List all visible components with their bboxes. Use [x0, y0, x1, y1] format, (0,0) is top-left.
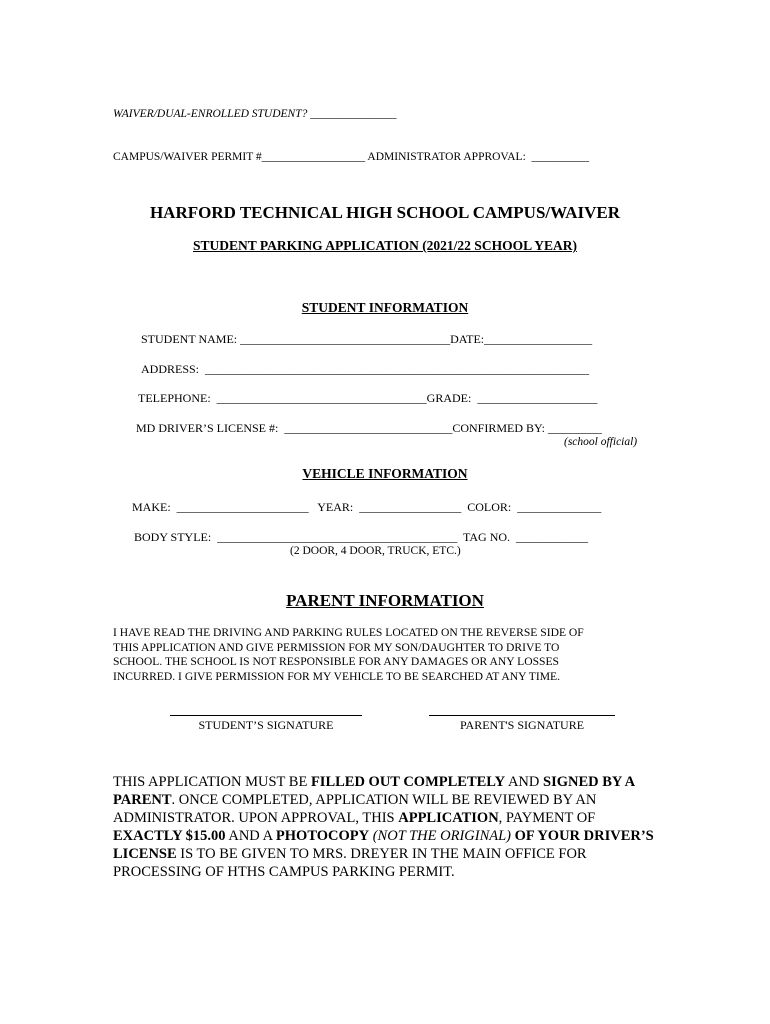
student-signature-rule[interactable]	[170, 715, 362, 716]
parent-permission-statement	[113, 626, 584, 684]
student-signature-label: STUDENT’S SIGNATURE	[198, 718, 334, 732]
parent-signature-field[interactable]	[429, 715, 615, 733]
statement-line: INCURRED. I GIVE PERMISSION FOR MY VEHICLE TO BE SEARCHED AT ANY TIME.	[113, 669, 561, 683]
telephone-line[interactable]: TELEPHONE: ___________________________________GRADE: ____________________	[138, 391, 598, 405]
body-style-hint: (2 DOOR, 4 DOOR, TRUCK, ETC.)	[290, 545, 461, 557]
student-info-heading: STUDENT INFORMATION	[301, 300, 469, 315]
statement-line: THIS APPLICATION AND GIVE PERMISSION FOR MY SON/DAUGHTER TO DRIVE TO	[113, 640, 560, 654]
parent-signature-label: PARENT'S SIGNATURE	[459, 718, 585, 732]
drivers-license-line[interactable]: MD DRIVER’S LICENSE #: ____________________________CONFIRMED BY: _________	[136, 421, 602, 435]
parent-info-heading: PARENT INFORMATION	[286, 591, 484, 610]
submission-instructions: THIS APPLICATION MUST BE FILLED OUT COMPLETELY AND SIGNED BY A PARENT. ONCE COMPLETED, APPLICATION WILL BE REVIEWED BY AN ADMINISTRATOR. UPON APPROVAL, THIS APPLICATION, PAYMENT OF EXACTLY $15.00 AND A PHOTOCOPY (NOT THE ORIGINAL) OF YOUR DRIVER’S LICENSE IS TO BE GIVEN TO MRS. DREYER IN THE MAIN OFFICE FOR PROCESSING OF HTHS CAMPUS PARKING PERMIT.	[113, 774, 654, 880]
make-year-color-line[interactable]: MAKE: ______________________ YEAR: _________________ COLOR: ______________	[132, 500, 602, 514]
body-style-tag-line[interactable]: BODY STYLE: ________________________________________ TAG NO. ____________	[134, 530, 589, 544]
student-signature-field[interactable]	[170, 715, 362, 733]
form-subtitle: STUDENT PARKING APPLICATION (2021/22 SCHOOL YEAR)	[193, 238, 577, 253]
school-official-note: (school official)	[564, 436, 638, 448]
waiver-dual-enrolled-line[interactable]: WAIVER/DUAL-ENROLLED STUDENT? _______________	[113, 108, 397, 120]
statement-line: I HAVE READ THE DRIVING AND PARKING RULES LOCATED ON THE REVERSE SIDE OF	[113, 626, 584, 639]
form-title: HARFORD TECHNICAL HIGH SCHOOL CAMPUS/WAIVER	[149, 203, 621, 222]
student-name-line[interactable]: STUDENT NAME: ___________________________________DATE:__________________	[141, 332, 593, 346]
campus-permit-line[interactable]: CAMPUS/WAIVER PERMIT #__________________ ADMINISTRATOR APPROVAL: __________	[113, 151, 590, 163]
vehicle-info-heading: VEHICLE INFORMATION	[302, 466, 468, 481]
statement-line: SCHOOL. THE SCHOOL IS NOT RESPONSIBLE FOR ANY DAMAGES OR ANY LOSSES	[113, 655, 559, 669]
parent-signature-rule[interactable]	[429, 715, 615, 716]
address-line[interactable]: ADDRESS: ________________________________________________________________	[141, 362, 590, 376]
